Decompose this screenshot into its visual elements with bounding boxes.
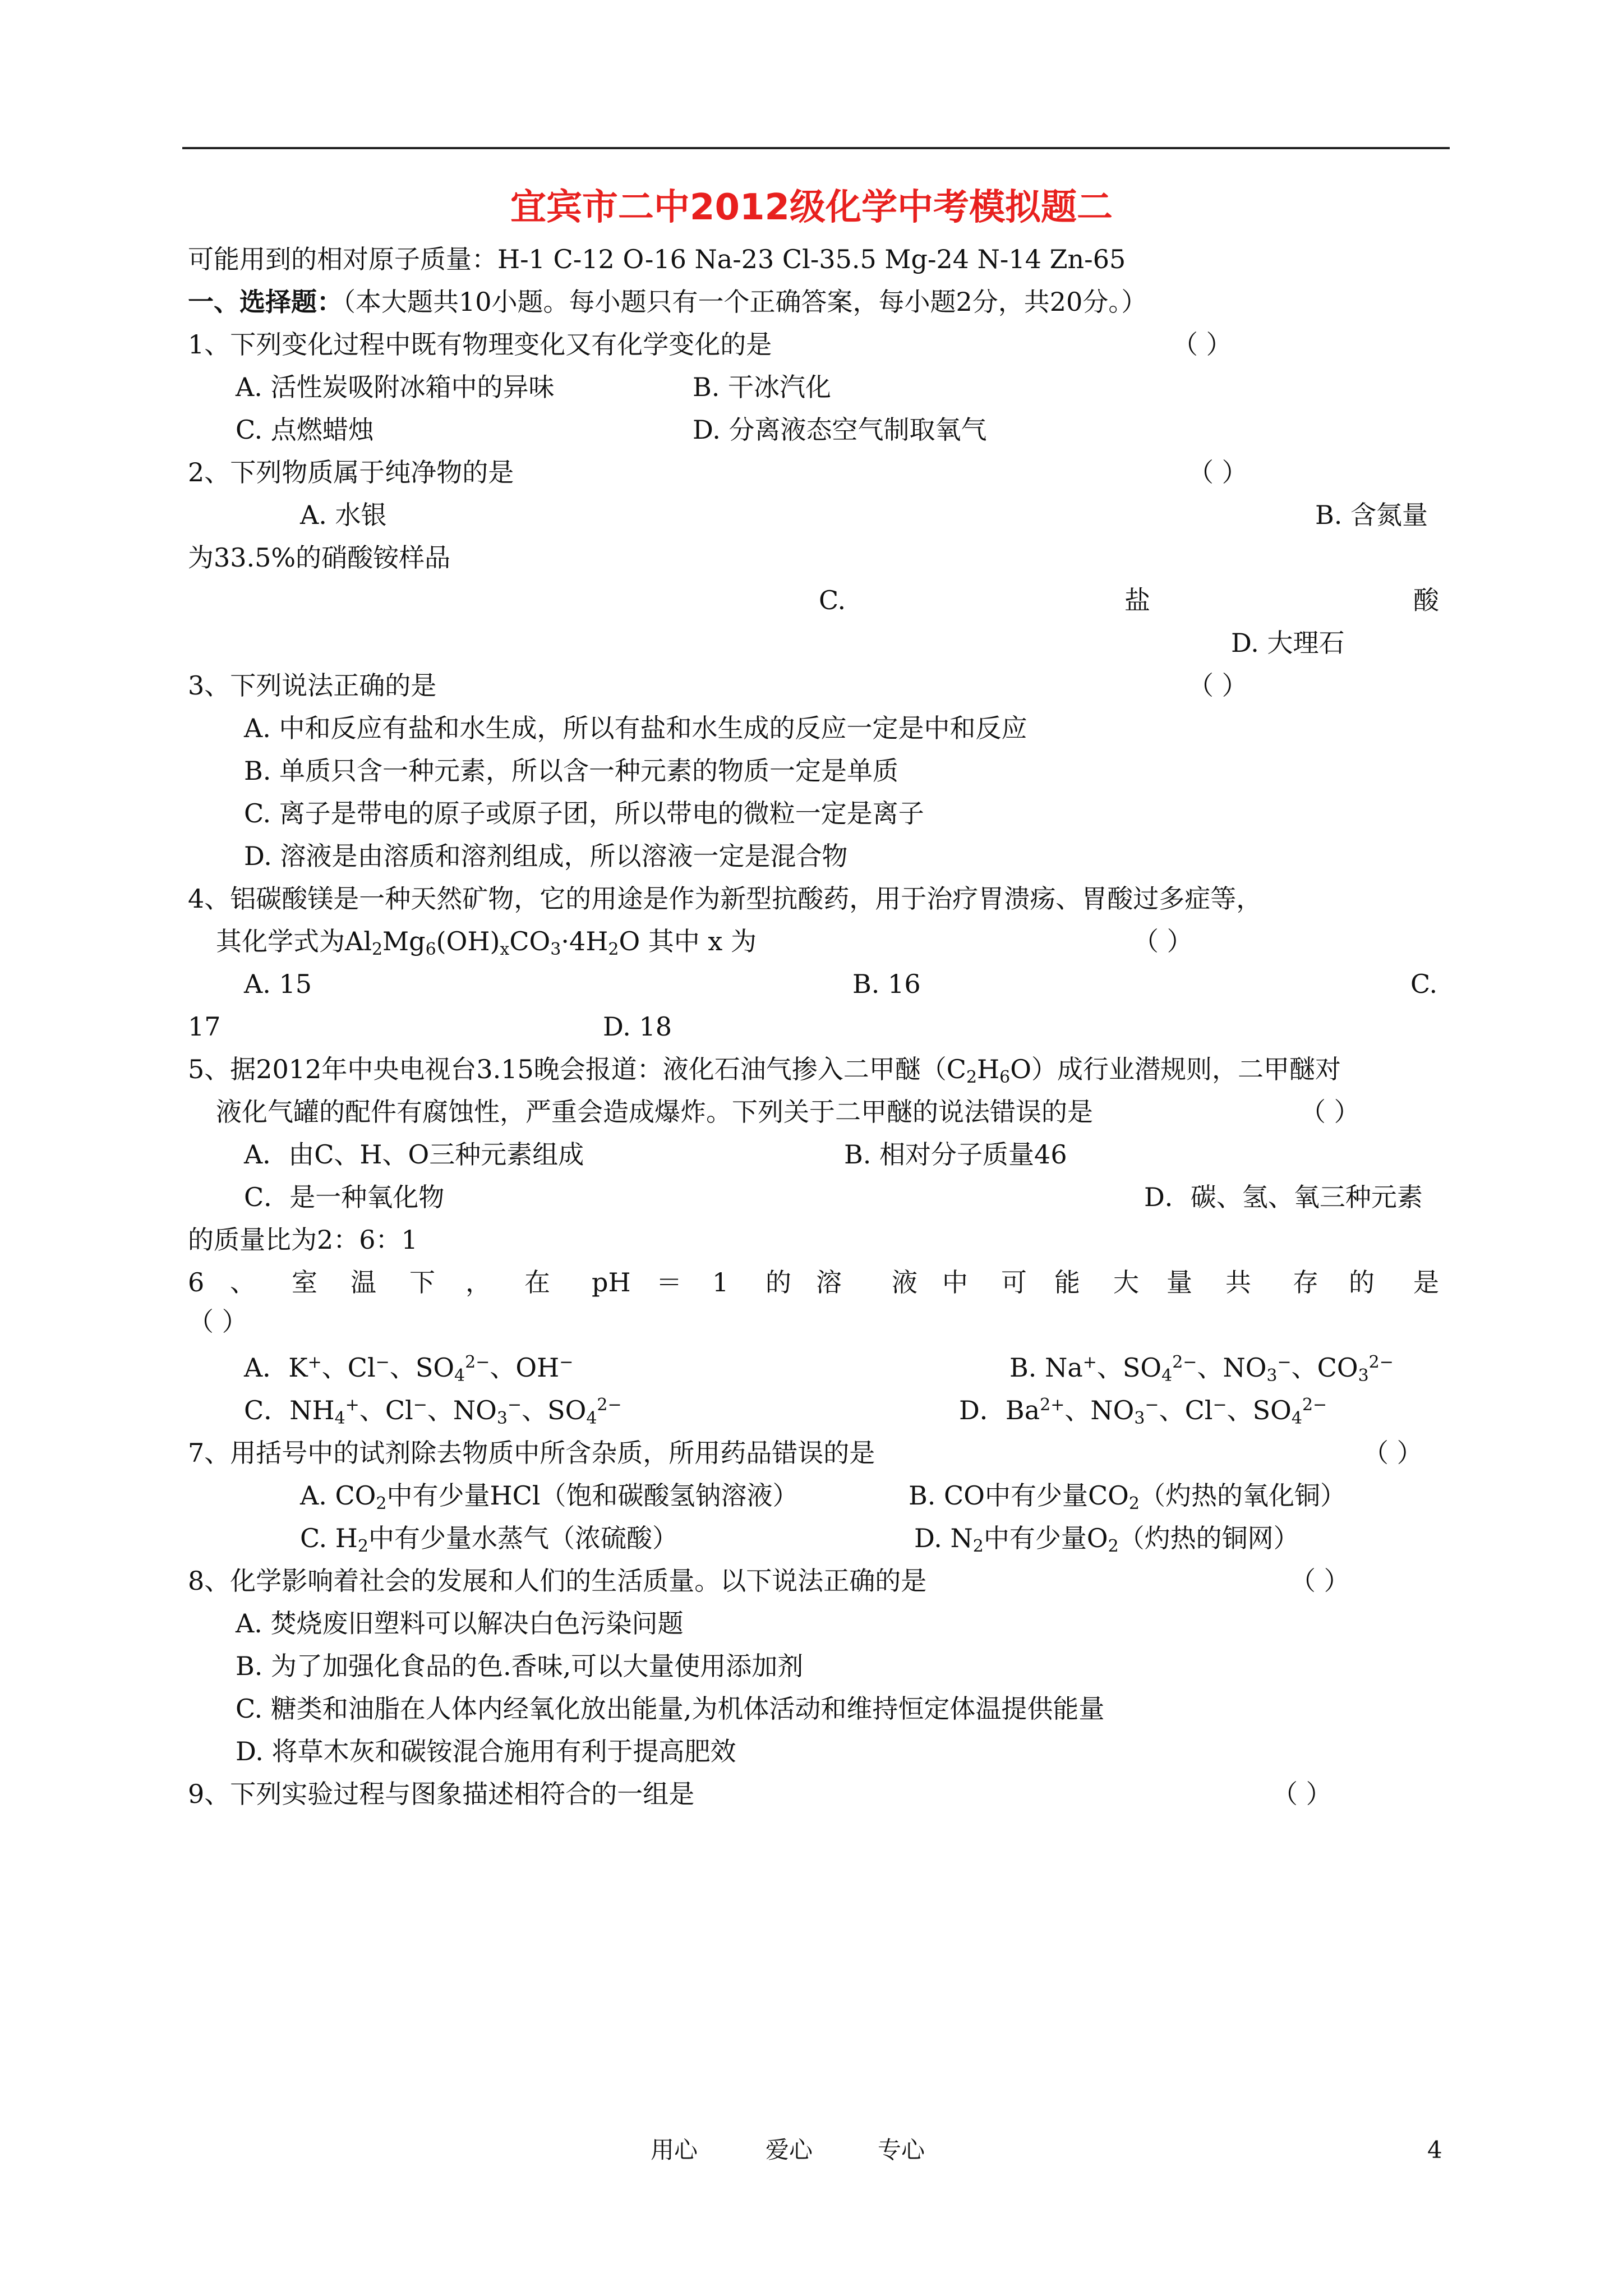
q4-option-b: B. 16 (852, 969, 921, 999)
subscript: 6 (425, 940, 436, 959)
q6-one: 1 (712, 1267, 729, 1297)
q7-d-part3: （灼热的铜网） (1118, 1523, 1299, 1553)
q3-option-a: A. 中和反应有盐和水生成，所以有盐和水生成的反应一定是中和反应 (244, 713, 1027, 743)
q8-stem: 8、化学影响着社会的发展和人们的生活质量。以下说法正确的是 (188, 1566, 927, 1596)
q1-option-a: A. 活性炭吸附冰箱中的异味 (236, 372, 555, 402)
q7-c-part1: C. H (300, 1523, 358, 1553)
option-label: D． (959, 1395, 1006, 1425)
q3-option-c: C. 离子是带电的原子或原子团，所以带电的微粒一定是离子 (244, 798, 924, 829)
subscript: 2 (376, 1494, 387, 1513)
q6-equals: ＝ (656, 1267, 682, 1297)
q4-formula (216, 924, 757, 958)
q2-option-a: A. 水银 (300, 500, 387, 530)
subscript: 2 (1108, 1536, 1119, 1556)
q6-word: 大 (1113, 1267, 1139, 1297)
q6-word: 量 (1166, 1267, 1192, 1297)
separator: 、 (522, 1395, 548, 1425)
charge: − (1277, 1352, 1292, 1372)
separator: 、 (1096, 1352, 1123, 1383)
q5-stem-line2: 液化气罐的配件有腐蚀性，严重会造成爆炸。下列关于二甲醚的说法错误的是 (216, 1097, 1093, 1127)
element-mg: Mg (382, 926, 426, 956)
section-note: （本大题共10小题。每小题只有一个正确答案，每小题2分，共20分。） (343, 287, 1147, 317)
q4-answer-blank: （ ） (1133, 926, 1193, 956)
q7-stem: 7、用括号中的试剂除去物质中所含杂质，所用药品错误的是 (188, 1438, 875, 1468)
charge: 2− (1302, 1395, 1327, 1415)
charge: 2− (1368, 1352, 1394, 1372)
q5-option-b: B. 相对分子质量46 (844, 1139, 1067, 1170)
ion-k: K (288, 1352, 308, 1383)
ion-cl: Cl (347, 1352, 376, 1383)
charge: − (413, 1395, 427, 1415)
ion-so4: SO (415, 1352, 455, 1383)
q6-word: 液 (892, 1267, 917, 1297)
charge: − (507, 1395, 522, 1415)
element-h: H (977, 1054, 1000, 1084)
section-title: 一、选择题： (188, 287, 343, 317)
q3-option-b: B. 单质只含一种元素，所以含一种元素的物质一定是单质 (244, 756, 899, 786)
subscript: 4 (454, 1366, 465, 1386)
ion-oh: OH (515, 1352, 560, 1383)
q2-option-c-word1: 盐 (1124, 585, 1150, 615)
q7-answer-blank: （ ） (1363, 1438, 1423, 1468)
charge: − (375, 1352, 390, 1372)
q6-option-a (244, 1351, 573, 1384)
q7-a-part1: A. CO (300, 1480, 376, 1511)
option-label: C． (244, 1395, 290, 1425)
q5-option-d-cont: 的质量比为2：6：1 (188, 1225, 418, 1255)
q7-d-part1: D. N (914, 1523, 973, 1553)
q7-option-d (914, 1521, 1299, 1555)
q7-b-part2: （灼热的氧化铜） (1139, 1480, 1346, 1511)
q6-word: 能 (1054, 1267, 1080, 1297)
q6-word: 可 (1001, 1267, 1027, 1297)
q5-stem-part1: 5、据2012年中央电视台3.15晚会报道：液化石油气掺入二甲醚（C (188, 1054, 966, 1084)
separator: 、 (321, 1352, 348, 1383)
q2-option-d: D. 大理石 (1231, 628, 1345, 658)
q7-option-a (300, 1479, 799, 1512)
subscript: 2 (972, 1536, 984, 1556)
header-rule (182, 147, 1450, 149)
subscript: 6 (999, 1068, 1011, 1087)
q6-ph: pH (592, 1267, 631, 1297)
charge: − (559, 1352, 574, 1372)
q6-word: 温 (351, 1267, 376, 1297)
subscript-x: x (500, 940, 510, 959)
option-label: A． (244, 1352, 289, 1383)
ion-so4: SO (1252, 1395, 1292, 1425)
separator: 、 (1197, 1352, 1223, 1383)
separator: 、 (490, 1352, 516, 1383)
q7-b-part1: B. CO中有少量CO (909, 1480, 1129, 1511)
ion-no3: NO (453, 1395, 497, 1425)
group-oh: (OH) (436, 926, 500, 956)
subscript: 3 (550, 940, 561, 959)
q4-option-a: A. 15 (244, 969, 312, 999)
separator: 、 (1291, 1352, 1317, 1383)
q6-word: 的 (1349, 1267, 1375, 1297)
q8-option-c: C. 糖类和油脂在人体内经氧化放出能量,为机体活动和维持恒定体温提供能量 (236, 1694, 1105, 1724)
q6-option-c (244, 1393, 622, 1427)
q2-option-b: B. 含氮量 (1315, 500, 1428, 530)
q2-option-c-word2: 酸 (1413, 585, 1439, 615)
q7-d-part2: 中有少量O (983, 1523, 1108, 1553)
charge: 2− (1172, 1352, 1197, 1372)
subscript: 4 (1291, 1409, 1302, 1428)
group-co: CO (509, 926, 551, 956)
separator: 、 (1227, 1395, 1253, 1425)
ion-so4: SO (1122, 1352, 1162, 1383)
q1-option-d: D. 分离液态空气制取氧气 (693, 415, 987, 445)
subscript: 2 (357, 1536, 369, 1556)
q9-stem: 9、下列实验过程与图象描述相符合的一组是 (188, 1779, 695, 1809)
q4-option-c: C. (1410, 969, 1438, 999)
q3-option-d: D. 溶液是由溶质和溶剂组成，所以溶液一定是混合物 (244, 841, 848, 871)
q6-word: 中 (942, 1267, 968, 1297)
q5-answer-blank: （ ） (1300, 1097, 1360, 1127)
footer-slogan-3: 专心 (878, 2136, 925, 2164)
q5-stem (188, 1052, 1341, 1086)
separator: 、 (427, 1395, 453, 1425)
ion-co3: CO (1317, 1352, 1358, 1383)
q7-c-part2: 中有少量水蒸气（浓硫酸） (368, 1523, 679, 1553)
page-number: 4 (1427, 2136, 1442, 2164)
subscript: 2 (1128, 1494, 1140, 1513)
q3-answer-blank: （ ） (1188, 670, 1248, 701)
separator: 、 (1159, 1395, 1185, 1425)
subscript: 4 (1161, 1366, 1173, 1386)
q6-word: 溶 (816, 1267, 842, 1297)
subscript: 2 (371, 940, 383, 959)
q1-option-c: C. 点燃蜡烛 (236, 415, 374, 445)
subscript: 3 (496, 1409, 508, 1428)
ion-na: Na (1045, 1352, 1083, 1383)
hydrate-water: ·4H (561, 926, 608, 956)
section-heading (188, 285, 1147, 319)
q6-answer-blank: （ ） (188, 1306, 248, 1337)
subscript: 3 (1134, 1409, 1145, 1428)
page-title: 宜宾市二中2012级化学中考模拟题二 (510, 187, 1113, 228)
atomic-masses: 可能用到的相对原子质量：H-1 C-12 O-16 Na-23 Cl-35.5 Mg-24 N-14 Zn-65 (188, 244, 1126, 274)
q6-word: 共 (1225, 1267, 1251, 1297)
q2-option-c: C. (819, 585, 846, 615)
charge: − (1212, 1395, 1227, 1415)
option-label: B. (1009, 1352, 1045, 1383)
q4-formula-tail: O 其中 x 为 (619, 926, 757, 956)
q8-option-d: D. 将草木灰和碳铵混合施用有利于提高肥效 (236, 1736, 736, 1766)
q2-stem: 2、下列物质属于纯净物的是 (188, 457, 514, 487)
q6-word: 室 (292, 1267, 317, 1297)
footer-slogan-2: 爱心 (766, 2136, 813, 2164)
ion-cl: Cl (1184, 1395, 1213, 1425)
ion-no3: NO (1223, 1352, 1267, 1383)
charge: 2+ (1040, 1395, 1065, 1415)
subscript: 3 (1358, 1366, 1369, 1386)
q4-option-d: D. 18 (603, 1011, 672, 1042)
q7-option-c (300, 1521, 678, 1555)
charge: + (345, 1395, 359, 1415)
q8-answer-blank: （ ） (1290, 1566, 1350, 1596)
subscript: 2 (608, 940, 619, 959)
charge: 2− (597, 1395, 622, 1415)
ion-so4: SO (547, 1395, 587, 1425)
q2-option-b-cont: 为33.5%的硝酸铵样品 (188, 542, 451, 573)
q1-answer-blank: （ ） (1172, 329, 1232, 360)
separator: 、 (359, 1395, 385, 1425)
q5-option-d: D．碳、氢、氧三种元素 (1144, 1182, 1423, 1212)
ion-ba: Ba (1005, 1395, 1040, 1425)
charge: + (307, 1352, 322, 1372)
subscript: 3 (1266, 1366, 1278, 1386)
q1-stem: 1、下列变化过程中既有物理变化又有化学变化的是 (188, 329, 772, 360)
q5-option-c: C．是一种氧化物 (244, 1182, 445, 1212)
q5-option-a: A．由C、H、O三种元素组成 (244, 1139, 584, 1170)
q3-stem: 3、下列说法正确的是 (188, 670, 437, 701)
q6-word: 存 (1293, 1267, 1318, 1297)
q5-stem-part2: O）成行业潜规则，二甲醚对 (1010, 1054, 1341, 1084)
q7-option-b (909, 1479, 1346, 1512)
ion-no3: NO (1090, 1395, 1135, 1425)
q6-number: 6 (188, 1267, 205, 1297)
ion-cl: Cl (385, 1395, 413, 1425)
charge: + (1082, 1352, 1097, 1372)
q4-formula-prefix: 其化学式为Al (216, 926, 372, 956)
q6-option-b (1009, 1351, 1394, 1384)
charge: − (1145, 1395, 1159, 1415)
q8-option-a: A. 焚烧废旧塑料可以解决白色污染问题 (236, 1608, 684, 1639)
q2-answer-blank: （ ） (1188, 457, 1248, 487)
q4-option-c-cont: 17 (188, 1011, 221, 1042)
charge: 2− (465, 1352, 490, 1372)
q8-option-b: B. 为了加强化食品的色.香味,可以大量使用添加剂 (236, 1651, 804, 1681)
q6-word: 在 (524, 1267, 550, 1297)
subscript: 4 (586, 1409, 597, 1428)
q7-a-part2: 中有少量HCl（饱和碳酸氢钠溶液） (386, 1480, 799, 1511)
q6-sep: 、 (230, 1267, 256, 1297)
q1-option-b: B. 干冰汽化 (693, 372, 832, 402)
footer-slogan-1: 用心 (651, 2136, 698, 2164)
q6-comma: ， (465, 1267, 491, 1297)
separator: 、 (389, 1352, 416, 1383)
subscript: 2 (966, 1068, 978, 1087)
ion-nh4: NH (289, 1395, 335, 1425)
q6-word: 下 (409, 1267, 435, 1297)
q4-stem: 4、铝碳酸镁是一种天然矿物，它的用途是作为新型抗酸药，用于治疗胃溃疡、胃酸过多症等， (188, 884, 1262, 914)
separator: 、 (1064, 1395, 1091, 1425)
q9-answer-blank: （ ） (1272, 1779, 1332, 1809)
subscript: 4 (334, 1409, 345, 1428)
q6-word: 是 (1413, 1267, 1439, 1297)
q6-option-d (959, 1393, 1327, 1427)
q6-word: 的 (766, 1267, 791, 1297)
